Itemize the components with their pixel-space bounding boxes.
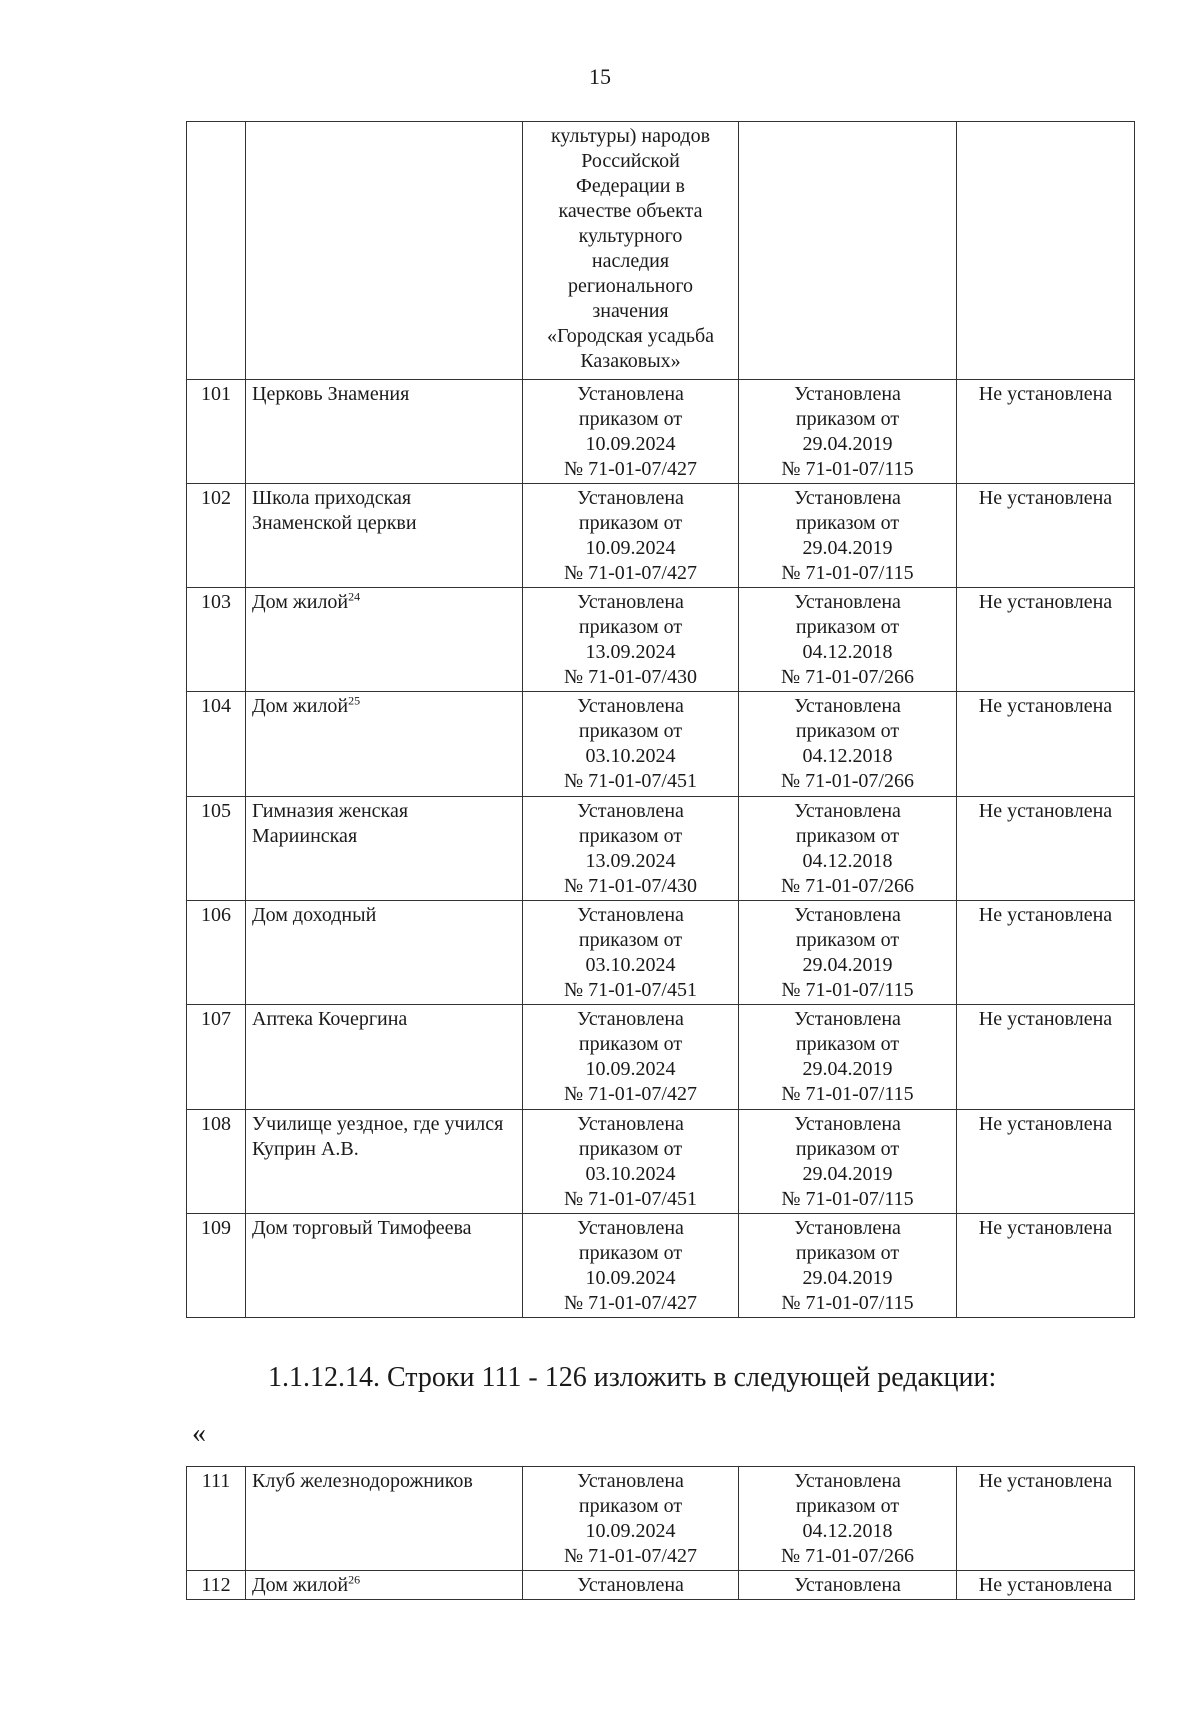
status-line: приказом от [578,1242,683,1264]
cell-name [246,692,523,797]
status-line: № 71-01-07/266 [781,1545,914,1567]
status-line: 03.10.2024 [585,745,676,767]
status-line: № 71-01-07/427 [564,562,697,584]
cell-name [246,1571,523,1600]
status-line: № 71-01-07/115 [781,1292,914,1314]
object-name: Дом жилой [252,1574,349,1596]
object-name: Гимназия женская Мариинская [252,800,409,847]
cont-line: Российской [581,150,680,172]
table-row [187,1467,1135,1571]
status-line: 10.09.2024 [585,1520,676,1542]
table-row [187,588,1135,692]
status-line: 29.04.2019 [802,1163,893,1185]
cell-territory-boundary [739,1110,957,1214]
section-heading: 1.1.12.14. Строки 111 - 126 изложить в следующей редакции: [268,1362,997,1393]
object-name: Дом торговый Тимофеева [252,1217,472,1239]
status-line: 04.12.2018 [802,1520,893,1542]
cell-number: 101 [187,380,246,484]
status-line: Установлена [577,800,684,822]
table-row [187,1110,1135,1214]
status-line: приказом от [578,929,683,951]
status-line: Установлена [794,1217,901,1239]
status-line: приказом от [795,1242,900,1264]
cont-line: Казаковых» [580,350,681,372]
cell-name [246,1110,523,1214]
cont-line: Федерации в [576,175,685,197]
status-line: приказом от [578,1138,683,1160]
cell-inclusion-status [523,1571,739,1600]
page-number: 15 [589,64,611,89]
cell-inclusion-status [523,692,739,797]
cell-protection-zone: Не установлена [957,484,1135,588]
object-name: Церковь Знамения [252,383,410,405]
cell-territory-boundary [739,692,957,797]
cont-line: наследия [591,250,670,272]
footnote-ref: 24 [348,589,361,604]
cell-number: 111 [187,1467,246,1571]
table-row [187,380,1135,484]
cell-number: 109 [187,1214,246,1318]
status-line: Установлена [577,695,684,717]
status-line: приказом от [795,1495,900,1517]
cell-number: 107 [187,1005,246,1110]
cell-number: 112 [187,1571,246,1600]
status-line: Установлена [577,1008,684,1030]
cell-inclusion-status [523,797,739,901]
object-name: Школа приходская Знаменской церкви [252,487,417,534]
cell-number: 102 [187,484,246,588]
status-line: Установлена [794,1470,901,1492]
status-line: приказом от [578,1495,683,1517]
cell-protection-zone: Не установлена [957,1005,1135,1110]
status-line: 10.09.2024 [585,433,676,455]
status-line: 10.09.2024 [585,1058,676,1080]
status-line: приказом от [795,616,900,638]
object-name: Дом жилой [252,591,349,613]
object-name: Училище уездное, где учился Куприн А.В. [252,1113,504,1160]
status-line: приказом от [578,1033,683,1055]
status-line: Установлена [577,904,684,926]
cell-protection-zone: Не установлена [957,692,1135,797]
cell-number: 106 [187,901,246,1005]
cell-inclusion-status [523,1005,739,1110]
cell-protection-zone [957,122,1135,380]
status-line: Установлена [577,1574,684,1596]
status-line: 29.04.2019 [802,537,893,559]
status-line: Установлена [794,591,901,613]
cell-name [246,484,523,588]
cell-number [187,122,246,380]
status-line: Установлена [794,1574,901,1596]
cell-territory-boundary [739,1571,957,1600]
status-line: 10.09.2024 [585,537,676,559]
status-line: приказом от [795,825,900,847]
status-line: № 71-01-07/451 [564,979,697,1001]
cont-line: качестве объекта [558,200,703,222]
status-line: № 71-01-07/266 [781,770,914,792]
status-line: приказом от [578,825,683,847]
cell-territory-boundary [739,1005,957,1110]
status-line: Установлена [794,800,901,822]
status-line: приказом от [578,616,683,638]
cell-inclusion-status [523,1467,739,1571]
cell-name [246,588,523,692]
status-line: 04.12.2018 [802,850,893,872]
status-line: № 71-01-07/427 [564,1545,697,1567]
cell-inclusion-status [523,1110,739,1214]
cell-protection-zone: Не установлена [957,1571,1135,1600]
status-line: приказом от [795,929,900,951]
status-line: Установлена [577,1470,684,1492]
cell-territory-boundary [739,1214,957,1318]
status-line: Установлена [794,1113,901,1135]
heritage-table-new-rows [186,1466,1135,1600]
cell-number: 105 [187,797,246,901]
status-line: Установлена [794,383,901,405]
status-line: № 71-01-07/427 [564,1292,697,1314]
table-row [187,797,1135,901]
cell-territory-boundary [739,122,957,380]
cell-territory-boundary [739,901,957,1005]
status-line: 29.04.2019 [802,954,893,976]
table-row [187,1571,1135,1600]
status-line: приказом от [795,1138,900,1160]
cell-name [246,1467,523,1571]
cont-line: культурного [578,225,683,247]
status-line: Установлена [577,487,684,509]
cell-number: 104 [187,692,246,797]
cont-line: «Городская усадьба [546,325,715,347]
cell-protection-zone: Не установлена [957,380,1135,484]
status-line: 04.12.2018 [802,745,893,767]
status-line: № 71-01-07/266 [781,666,914,688]
cell-territory-boundary [739,484,957,588]
cell-name [246,122,523,380]
status-line: Установлена [577,1113,684,1135]
table-row-continuation [187,122,1135,380]
status-line: № 71-01-07/427 [564,1083,697,1105]
cell-protection-zone: Не установлена [957,588,1135,692]
status-line: № 71-01-07/115 [781,979,914,1001]
cont-line: регионального [567,275,694,297]
status-line: № 71-01-07/430 [564,875,697,897]
status-line: приказом от [795,1033,900,1055]
object-name: Дом доходный [252,904,377,926]
status-line: № 71-01-07/115 [781,1188,914,1210]
cell-name [246,1005,523,1110]
cont-line: культуры) народов [550,125,711,147]
cell-protection-zone: Не установлена [957,1110,1135,1214]
cell-protection-zone: Не установлена [957,1467,1135,1571]
status-line: 29.04.2019 [802,1058,893,1080]
cell-inclusion-status [523,901,739,1005]
cell-protection-zone: Не установлена [957,797,1135,901]
cell-number: 108 [187,1110,246,1214]
cell-territory-boundary [739,1467,957,1571]
status-line: № 71-01-07/115 [781,458,914,480]
cell-inclusion-status [523,588,739,692]
cell-name [246,380,523,484]
footnote-ref: 25 [348,693,361,708]
cell-territory-boundary [739,588,957,692]
status-line: 03.10.2024 [585,954,676,976]
status-line: 10.09.2024 [585,1267,676,1289]
object-name: Клуб железнодорожников [252,1470,473,1492]
table-row [187,901,1135,1005]
status-line: 13.09.2024 [585,641,676,663]
cell-inclusion-status [523,484,739,588]
cell-name [246,1214,523,1318]
status-line: Установлена [794,695,901,717]
cell-number: 103 [187,588,246,692]
status-line: Установлена [794,487,901,509]
status-line: Установлена [577,383,684,405]
table-row [187,1005,1135,1110]
cell-inclusion-status [523,380,739,484]
table-row [187,1214,1135,1318]
status-line: 04.12.2018 [802,641,893,663]
status-line: № 71-01-07/427 [564,458,697,480]
status-line: № 71-01-07/451 [564,770,697,792]
object-name: Дом жилой [252,695,349,717]
cell-protection-zone: Не установлена [957,1214,1135,1318]
status-line: приказом от [578,512,683,534]
status-line: Установлена [794,1008,901,1030]
opening-quote-mark: « [192,1418,206,1449]
cell-inclusion-status [523,1214,739,1318]
table-row [187,484,1135,588]
status-line: 03.10.2024 [585,1163,676,1185]
status-line: приказом от [578,720,683,742]
cell-territory-boundary [739,380,957,484]
object-name: Аптека Кочергина [252,1008,408,1030]
status-line: приказом от [795,408,900,430]
status-line: приказом от [578,408,683,430]
status-line: № 71-01-07/430 [564,666,697,688]
status-line: № 71-01-07/115 [781,562,914,584]
table-row [187,692,1135,797]
cell-name [246,901,523,1005]
status-line: Установлена [577,1217,684,1239]
status-line: Установлена [794,904,901,926]
cell-protection-zone: Не установлена [957,901,1135,1005]
cell-territory-boundary [739,797,957,901]
status-line: приказом от [795,720,900,742]
status-line: 29.04.2019 [802,433,893,455]
status-line: № 71-01-07/266 [781,875,914,897]
status-line: 29.04.2019 [802,1267,893,1289]
status-line: 13.09.2024 [585,850,676,872]
heritage-table-continued [186,121,1135,1318]
cont-line: значения [592,300,669,322]
cell-name [246,797,523,901]
cell-inclusion-status [523,122,739,380]
status-line: приказом от [795,512,900,534]
status-line: № 71-01-07/115 [781,1083,914,1105]
status-line: Установлена [577,591,684,613]
footnote-ref: 26 [348,1572,361,1587]
status-line: № 71-01-07/451 [564,1188,697,1210]
